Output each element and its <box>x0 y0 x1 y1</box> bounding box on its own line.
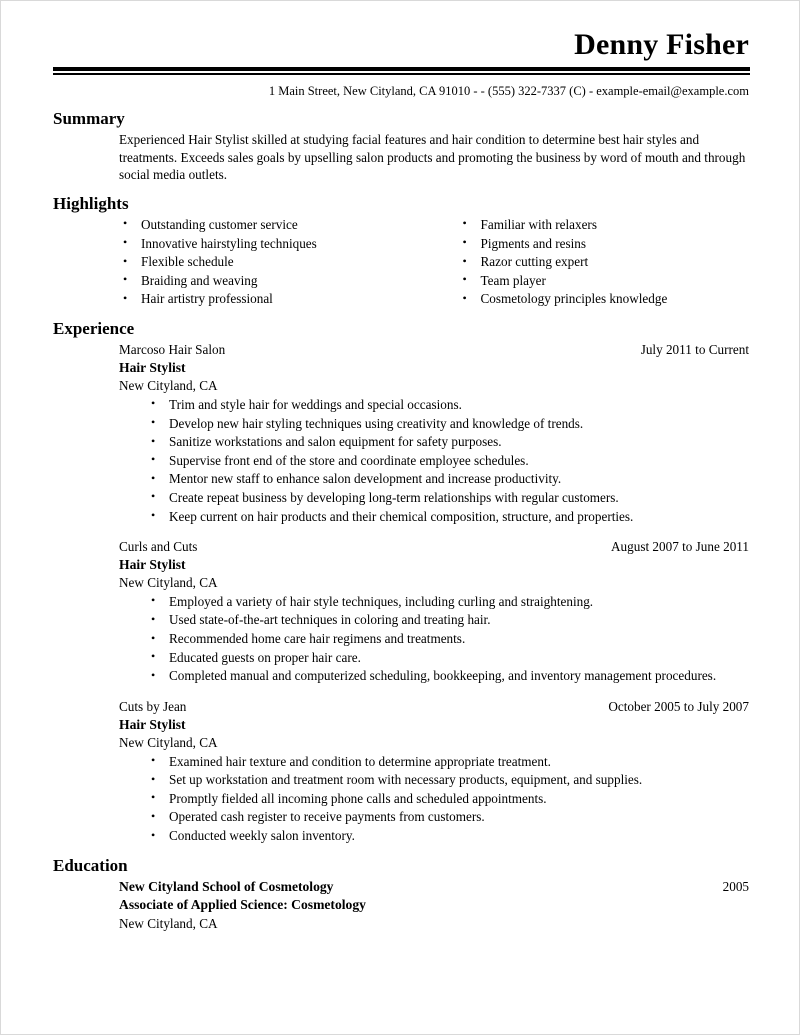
job-responsibilities <box>119 753 750 846</box>
header-divider <box>53 67 750 75</box>
list-item: • Mentor new staff to enhance salon development and increase productivity. <box>147 470 750 489</box>
highlights-heading: Highlights <box>53 193 129 213</box>
highlights-column-left <box>119 216 435 309</box>
education-entry <box>119 878 750 933</box>
list-item: • Examined hair texture and condition to determine appropriate treatment. <box>147 753 750 772</box>
job-location: New Cityland, CA <box>119 378 218 394</box>
list-item: • Employed a variety of hair style techniques, including curling and straightening. <box>147 593 750 612</box>
list-item: • Team player <box>459 272 751 291</box>
list-item: • Sanitize workstations and salon equipment for safety purposes. <box>147 433 750 452</box>
list-item: • Braiding and weaving <box>119 272 435 291</box>
experience-heading: Experience <box>53 318 135 338</box>
summary-heading: Summary <box>53 108 125 128</box>
experience-entry <box>119 341 750 526</box>
list-item: • Create repeat business by developing long-term relationships with regular customers. <box>147 489 750 508</box>
job-title: Hair Stylist <box>119 556 186 572</box>
education-heading: Education <box>53 855 128 875</box>
candidate-name: Denny Fisher <box>574 28 749 61</box>
job-dates: August 2007 to June 2011 <box>611 539 749 555</box>
experience-entry <box>119 698 750 846</box>
divider-thin-rule <box>53 73 750 75</box>
highlights-list-right <box>459 216 751 309</box>
list-item: • Completed manual and computerized scheduling, bookkeeping, and inventory management procedures. <box>147 667 750 686</box>
education-location: New Cityland, CA <box>119 915 218 931</box>
job-title: Hair Stylist <box>119 716 186 732</box>
summary-text: Experienced Hair Stylist skilled at studying facial features and hair condition to determine best hair styles and treatments. Exceeds sales goals by upselling salon products and promoting the business by word of mouth and through social media outlets. <box>119 132 746 183</box>
education-degree: Associate of Applied Science: Cosmetology <box>119 897 366 913</box>
resume-header <box>53 1 750 99</box>
list-item: • Promptly fielded all incoming phone calls and scheduled appointments. <box>147 790 750 809</box>
list-item: • Educated guests on proper hair care. <box>147 649 750 668</box>
list-item: • Supervise front end of the store and coordinate employee schedules. <box>147 452 750 471</box>
list-item: • Familiar with relaxers <box>459 216 751 235</box>
list-item: • Set up workstation and treatment room with necessary products, equipment, and supplies. <box>147 771 750 790</box>
list-item: • Trim and style hair for weddings and special occasions. <box>147 396 750 415</box>
contact-line: 1 Main Street, New Cityland, CA 91010 - - (555) 322-7337 (C) - example-email@example.com <box>268 83 749 98</box>
education-section <box>53 855 750 933</box>
experience-section <box>53 318 750 846</box>
list-item: • Used state-of-the-art techniques in coloring and treating hair. <box>147 611 750 630</box>
job-responsibilities <box>119 396 750 526</box>
education-year: 2005 <box>722 878 749 894</box>
highlights-section <box>53 193 750 309</box>
job-company: Marcoso Hair Salon <box>119 342 226 358</box>
highlights-column-right <box>435 216 751 309</box>
job-company: Cuts by Jean <box>119 698 187 714</box>
list-item: • Innovative hairstyling techniques <box>119 235 435 254</box>
list-item: • Operated cash register to receive payments from customers. <box>147 808 750 827</box>
list-item: • Recommended home care hair regimens and treatments. <box>147 630 750 649</box>
list-item: • Hair artistry professional <box>119 290 435 309</box>
education-school: New Cityland School of Cosmetology <box>119 878 334 894</box>
summary-section <box>53 108 750 184</box>
list-item: • Conducted weekly salon inventory. <box>147 827 750 846</box>
job-location: New Cityland, CA <box>119 734 218 750</box>
list-item: • Keep current on hair products and their chemical composition, structure, and properties. <box>147 508 750 527</box>
list-item: • Pigments and resins <box>459 235 751 254</box>
job-dates: July 2011 to Current <box>640 342 749 358</box>
job-location: New Cityland, CA <box>119 575 218 591</box>
job-responsibilities <box>119 593 750 686</box>
job-dates: October 2005 to July 2007 <box>608 698 749 714</box>
list-item: • Develop new hair styling techniques using creativity and knowledge of trends. <box>147 415 750 434</box>
experience-entry <box>119 538 750 686</box>
list-item: • Flexible schedule <box>119 253 435 272</box>
highlights-list-left <box>119 216 435 309</box>
job-company: Curls and Cuts <box>119 539 198 555</box>
list-item: • Outstanding customer service <box>119 216 435 235</box>
job-title: Hair Stylist <box>119 360 186 375</box>
list-item: • Cosmetology principles knowledge <box>459 290 751 309</box>
list-item: • Razor cutting expert <box>459 253 751 272</box>
